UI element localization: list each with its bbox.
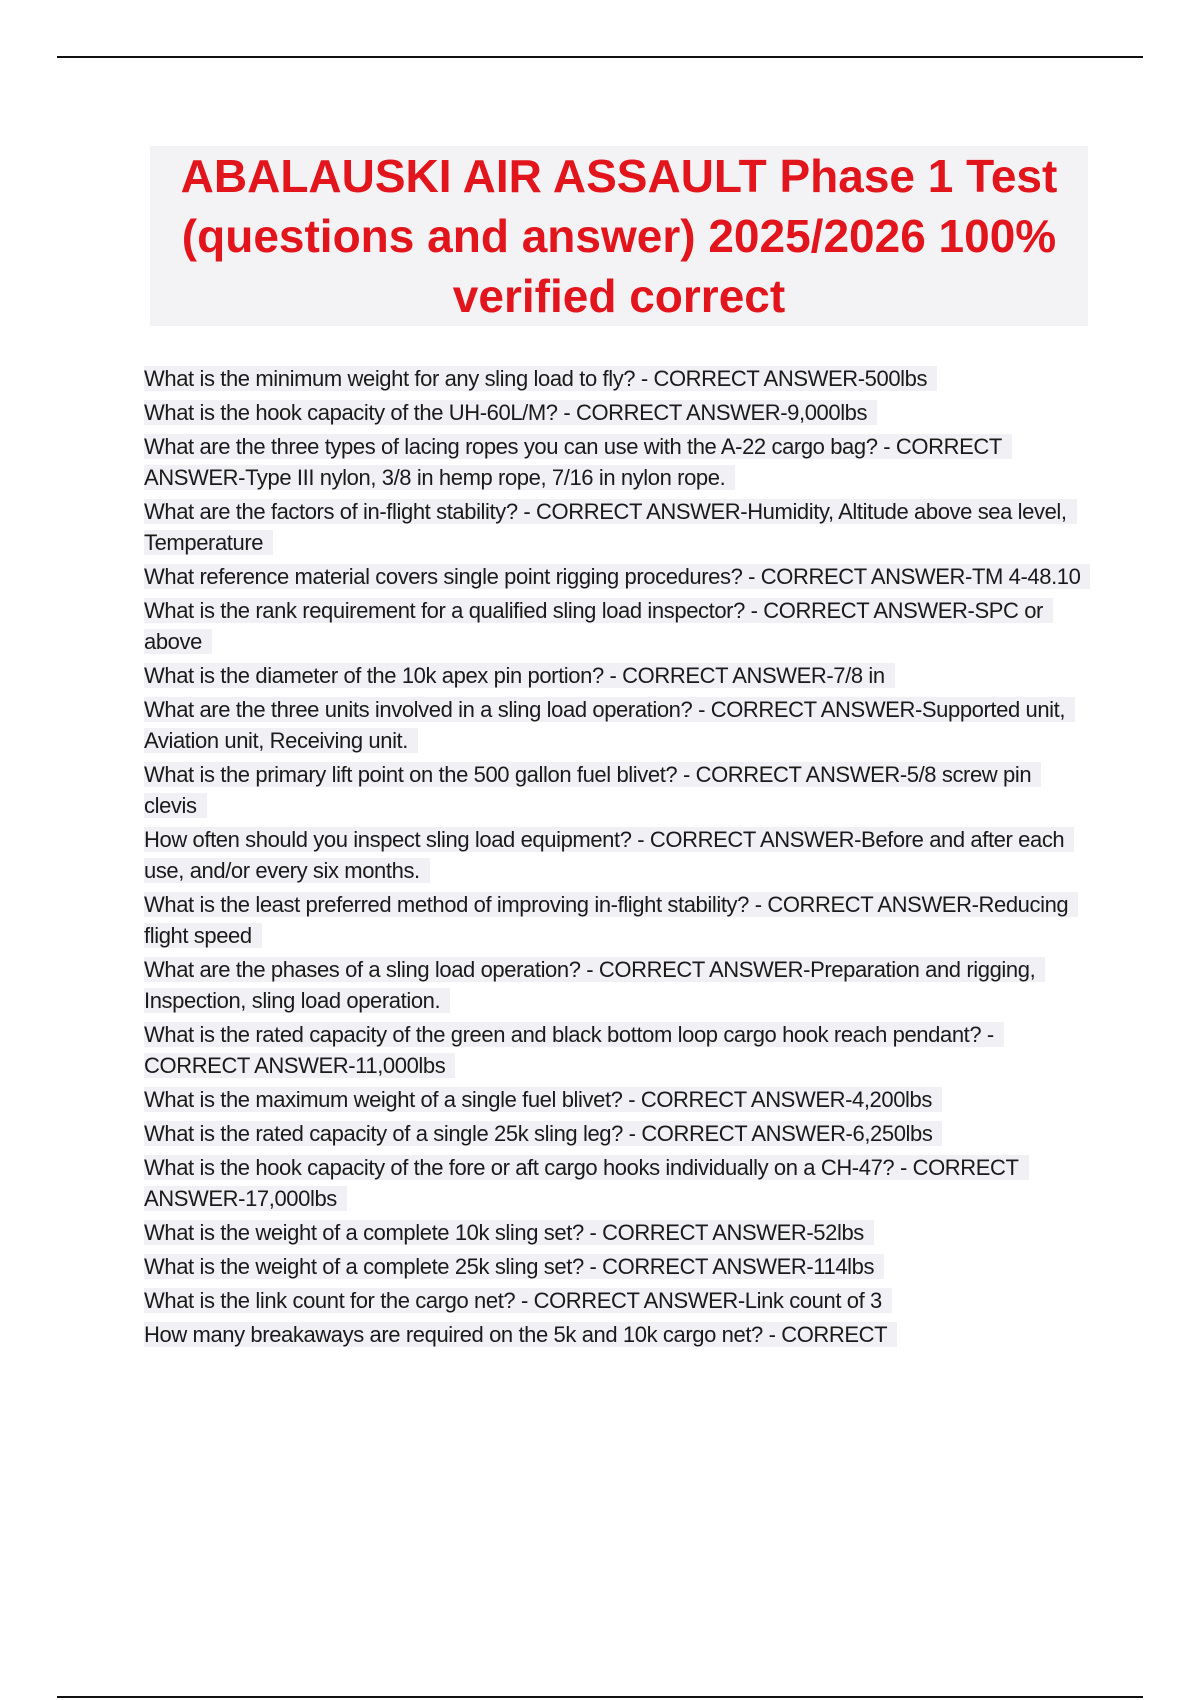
qa-text: What is the link count for the cargo net? - CORRECT ANSWER-Link count of 3 bbox=[144, 1288, 892, 1313]
qa-text: How often should you inspect sling load equipment? - CORRECT ANSWER-Before and after each use, and/or every six months. bbox=[144, 827, 1074, 883]
qa-text: What are the three types of lacing ropes you can use with the A-22 cargo bag? - CORRECT ANSWER-Type III nylon, 3/8 in hemp rope, 7/16 in nylon rope. bbox=[144, 434, 1012, 490]
qa-item bbox=[144, 1319, 1094, 1350]
qa-item bbox=[144, 759, 1094, 821]
qa-text: What is the hook capacity of the UH-60L/M? - CORRECT ANSWER-9,000lbs bbox=[144, 400, 877, 425]
bottom-rule bbox=[57, 1696, 1143, 1698]
qa-item bbox=[144, 1152, 1094, 1214]
qa-text: What is the rated capacity of a single 25k sling leg? - CORRECT ANSWER-6,250lbs bbox=[144, 1121, 942, 1146]
qa-item bbox=[144, 889, 1094, 951]
qa-text: What is the weight of a complete 10k sling set? - CORRECT ANSWER-52lbs bbox=[144, 1220, 874, 1245]
title-banner bbox=[150, 146, 1088, 326]
qa-text: What are the factors of in-flight stability? - CORRECT ANSWER-Humidity, Altitude above sea level, Temperature bbox=[144, 499, 1077, 555]
qa-item bbox=[144, 397, 1094, 428]
qa-item bbox=[144, 954, 1094, 1016]
qa-item bbox=[144, 1084, 1094, 1115]
qa-text: What is the rank requirement for a qualified sling load inspector? - CORRECT ANSWER-SPC or above bbox=[144, 598, 1053, 654]
qa-text: What is the maximum weight of a single fuel blivet? - CORRECT ANSWER-4,200lbs bbox=[144, 1087, 942, 1112]
qa-item bbox=[144, 431, 1094, 493]
qa-item bbox=[144, 1251, 1094, 1282]
qa-item bbox=[144, 1217, 1094, 1248]
qa-text: What is the least preferred method of improving in-flight stability? - CORRECT ANSWER-Reducing flight speed bbox=[144, 892, 1078, 948]
qa-list bbox=[144, 363, 1094, 1353]
qa-text: What is the weight of a complete 25k sling set? - CORRECT ANSWER-114lbs bbox=[144, 1254, 884, 1279]
qa-item bbox=[144, 694, 1094, 756]
qa-item bbox=[144, 561, 1094, 592]
qa-item bbox=[144, 660, 1094, 691]
qa-item bbox=[144, 1019, 1094, 1081]
qa-item bbox=[144, 1118, 1094, 1149]
qa-text: How many breakaways are required on the 5k and 10k cargo net? - CORRECT bbox=[144, 1322, 897, 1347]
qa-text: What are the phases of a sling load operation? - CORRECT ANSWER-Preparation and rigging, Inspection, sling load operation. bbox=[144, 957, 1045, 1013]
qa-text: What is the hook capacity of the fore or aft cargo hooks individually on a CH-47? - CORRECT ANSWER-17,000lbs bbox=[144, 1155, 1029, 1211]
qa-text: What is the rated capacity of the green and black bottom loop cargo hook reach pendant? - CORRECT ANSWER-11,000lbs bbox=[144, 1022, 1004, 1078]
top-rule bbox=[57, 56, 1143, 58]
qa-text: What are the three units involved in a sling load operation? - CORRECT ANSWER-Supported unit, Aviation unit, Receiving unit. bbox=[144, 697, 1075, 753]
qa-item bbox=[144, 363, 1094, 394]
qa-text: What is the primary lift point on the 500 gallon fuel blivet? - CORRECT ANSWER-5/8 screw pin clevis bbox=[144, 762, 1041, 818]
qa-item bbox=[144, 1285, 1094, 1316]
qa-item bbox=[144, 595, 1094, 657]
qa-text: What reference material covers single point rigging procedures? - CORRECT ANSWER-TM 4-48.10 bbox=[144, 564, 1090, 589]
qa-text: What is the diameter of the 10k apex pin portion? - CORRECT ANSWER-7/8 in bbox=[144, 663, 895, 688]
qa-item bbox=[144, 824, 1094, 886]
document-title: ABALAUSKI AIR ASSAULT Phase 1 Test (questions and answer) 2025/2026 100% verified correct bbox=[180, 150, 1058, 322]
qa-text: What is the minimum weight for any sling load to fly? - CORRECT ANSWER-500lbs bbox=[144, 366, 937, 391]
qa-item bbox=[144, 496, 1094, 558]
